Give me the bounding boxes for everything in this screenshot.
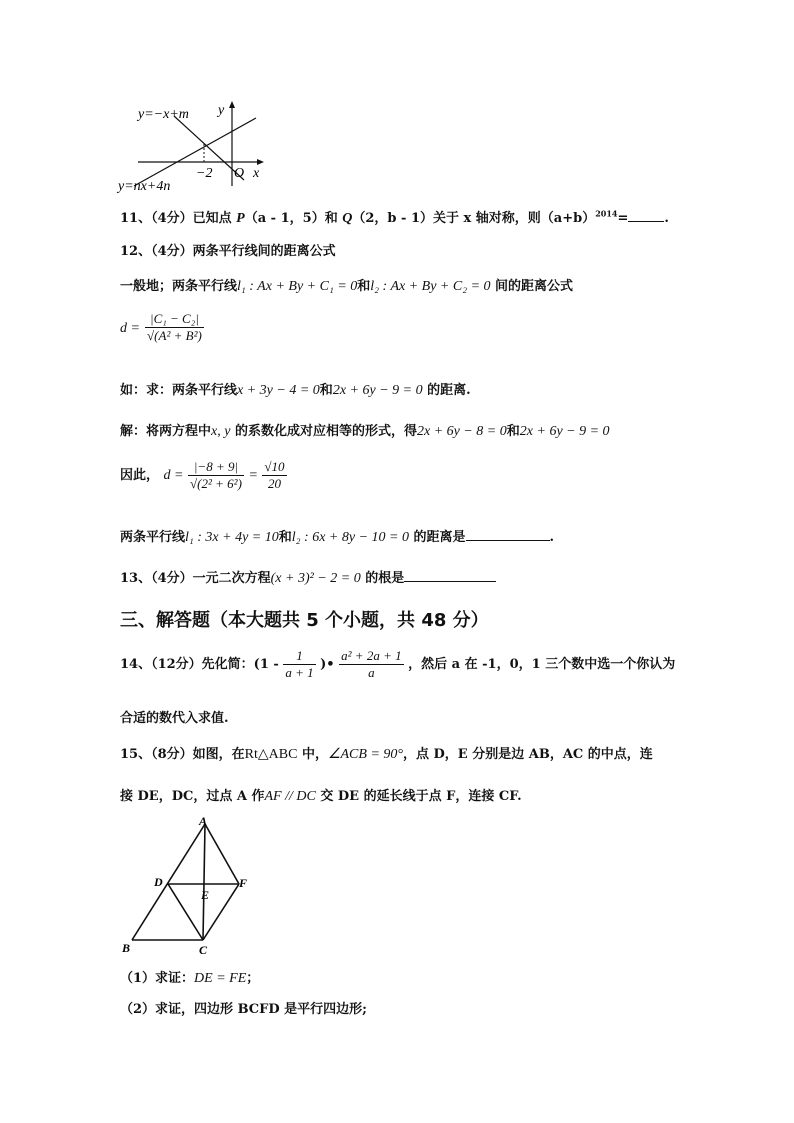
point-b-label: B [122, 941, 131, 955]
q12-example-eq1: x + 3y − 4 = 0 [237, 383, 320, 398]
q12-example-eq2: 2x + 6y − 9 = 0 [332, 383, 423, 398]
q15-part-1 [120, 967, 259, 987]
q13-answer-blank[interactable] [404, 567, 496, 582]
q12-general-eq1: l₁ : Ax + By + C₁ = 0 [237, 279, 358, 294]
q12-sol-eq2: 2x + 6y − 9 = 0 [519, 424, 610, 439]
q15-mid: 中， [297, 747, 328, 762]
q12-example-and: 和 [319, 383, 333, 398]
q12-ask-eq2: l₂ : 6x + 8y − 10 = 0 [291, 530, 409, 545]
q14-f1-num: 1 [283, 648, 315, 665]
q11-exponent: 2014 [595, 208, 618, 219]
q15-p1-equation: DE = FE [194, 971, 247, 986]
q12-d-lhs: d = [163, 468, 184, 483]
q15-angle: ∠ACB = 90° [327, 747, 403, 762]
q11-point-q: Q [342, 211, 353, 226]
question-11 [120, 207, 669, 227]
q12-ask-and: 和 [278, 530, 292, 545]
q12-therefore-line [120, 459, 287, 492]
linear-functions-graph [112, 98, 272, 193]
q12-formula-lhs: d = [120, 321, 140, 336]
q12-general-eq2: l₂ : Ax + By + C₂ = 0 [370, 279, 491, 294]
point-e-label: E [201, 888, 210, 902]
q13-equation: (x + 3)² − 2 = 0 [270, 571, 361, 586]
section-3-title: 三、解答题（本大题共 5 个小题，共 48 分） [120, 610, 489, 631]
q11-p-coords: （a - 1，5）和 [244, 211, 343, 226]
q12-ask-eq1: l₁ : 3x + 4y = 10 [185, 530, 279, 545]
graph-y-label: y [218, 103, 225, 118]
q12-example-line [120, 379, 471, 399]
q11-end: . [664, 211, 669, 226]
q11-equals: = [617, 211, 629, 226]
q15-triangle: Rt△ABC [244, 747, 298, 762]
q15-post1: ，点 D，E 分别是边 AB，AC 的中点，连 [403, 747, 653, 762]
point-d-label: D [154, 875, 163, 889]
q12-ask-pre: 两条平行线 [120, 530, 186, 545]
q11-text: 11、（4分）已知点 [120, 211, 237, 226]
q12-d-result [262, 459, 286, 492]
q12-d-result-den: 20 [267, 476, 281, 491]
graph-origin-label: O [234, 166, 245, 181]
q12-sol-vars: x, y [211, 424, 231, 439]
q12-ask-post: 的距离是 [408, 530, 466, 545]
q11-point-p: P [236, 211, 245, 226]
q12-sol-eq1: 2x + 6y − 8 = 0 [416, 424, 507, 439]
q14-post: ，然后 a 在 -1，0，1 三个数中选一个你认为 [408, 657, 676, 672]
graph-line2-label: y=nx+4n [118, 179, 171, 193]
q12-d-equals: = [248, 468, 258, 483]
q12-therefore: 因此， [120, 468, 160, 483]
q12-distance-formula [120, 311, 204, 344]
q12-d-den: √(2² + 6²) [190, 476, 242, 491]
q12-general-line [120, 275, 573, 295]
graph-line1-label: y=−x+m [138, 107, 189, 122]
q12-example-pre: 如：求：两条平行线 [120, 383, 238, 398]
q14-pre: 14、（12分）先化简：(1 - [120, 657, 279, 672]
q15-line2-pre: 接 DE，DC，过点 A 作 [120, 789, 265, 804]
q12-ask-line [120, 526, 554, 546]
q15-part-2: （2）求证，四边形 BCFD 是平行四边形; [120, 1002, 367, 1017]
question-13 [120, 567, 496, 587]
q12-ask-end: . [549, 530, 555, 545]
graph-tick-label: −2 [196, 166, 213, 181]
q14-f1-den: a + 1 [285, 665, 314, 680]
q12-sol-and: 和 [506, 424, 520, 439]
q12-formula-fraction [145, 311, 204, 344]
q12-d-result-num: √10 [264, 459, 285, 474]
q12-general-post: 间的距离公式 [490, 279, 574, 294]
q14-fraction-1 [283, 648, 315, 681]
q12-d-num: |−8 + 9| [188, 459, 244, 476]
geometry-figure [118, 814, 258, 960]
q12-sol-pre: 解：将两方程中 [120, 424, 212, 439]
q14-f2-den: a [368, 665, 375, 680]
point-a-label: A [199, 814, 208, 828]
q15-pre: 15、（8分）如图，在 [120, 747, 245, 762]
q12-general-pre: 一般地；两条平行线 [120, 279, 238, 294]
q12-answer-blank[interactable] [466, 526, 550, 541]
q12-d-fraction [188, 459, 244, 492]
q12-example-post: 的距离. [422, 383, 471, 398]
point-c-label: C [199, 943, 208, 957]
q14-line2: 合适的数代入求值. [120, 711, 229, 726]
graph-x-label: x [253, 166, 260, 181]
q13-pre: 13、（4分）一元二次方程 [120, 571, 271, 586]
question-12-title: 12、（4分）两条平行线间的距离公式 [120, 244, 336, 259]
q12-sol-mid: 的系数化成对应相等的形式，得 [230, 424, 417, 439]
q15-line2-post: 交 DE 的延长线于点 F，连接 CF. [315, 789, 522, 804]
q12-formula-num: |C₁ − C₂| [145, 311, 204, 328]
q15-line2-math: AF // DC [264, 789, 316, 804]
q15-p1-post: ； [246, 971, 260, 986]
q12-solution-line [120, 420, 610, 440]
q11-q-coords: （2，b - 1）关于 x 轴对称，则（a+b） [352, 211, 596, 226]
q14-dot: )• [320, 657, 335, 672]
q14-fraction-2 [339, 648, 403, 681]
q12-formula-den: √(A² + B²) [147, 328, 202, 343]
q11-answer-blank[interactable] [628, 207, 664, 222]
q15-p1-pre: （1）求证： [120, 971, 195, 986]
point-f-label: F [239, 876, 248, 890]
question-15 [120, 743, 653, 763]
q15-line2 [120, 785, 522, 805]
q12-general-and: 和 [357, 279, 371, 294]
q14-f2-num: a² + 2a + 1 [341, 648, 402, 663]
question-14 [120, 648, 675, 681]
q13-post: 的根是 [360, 571, 405, 586]
